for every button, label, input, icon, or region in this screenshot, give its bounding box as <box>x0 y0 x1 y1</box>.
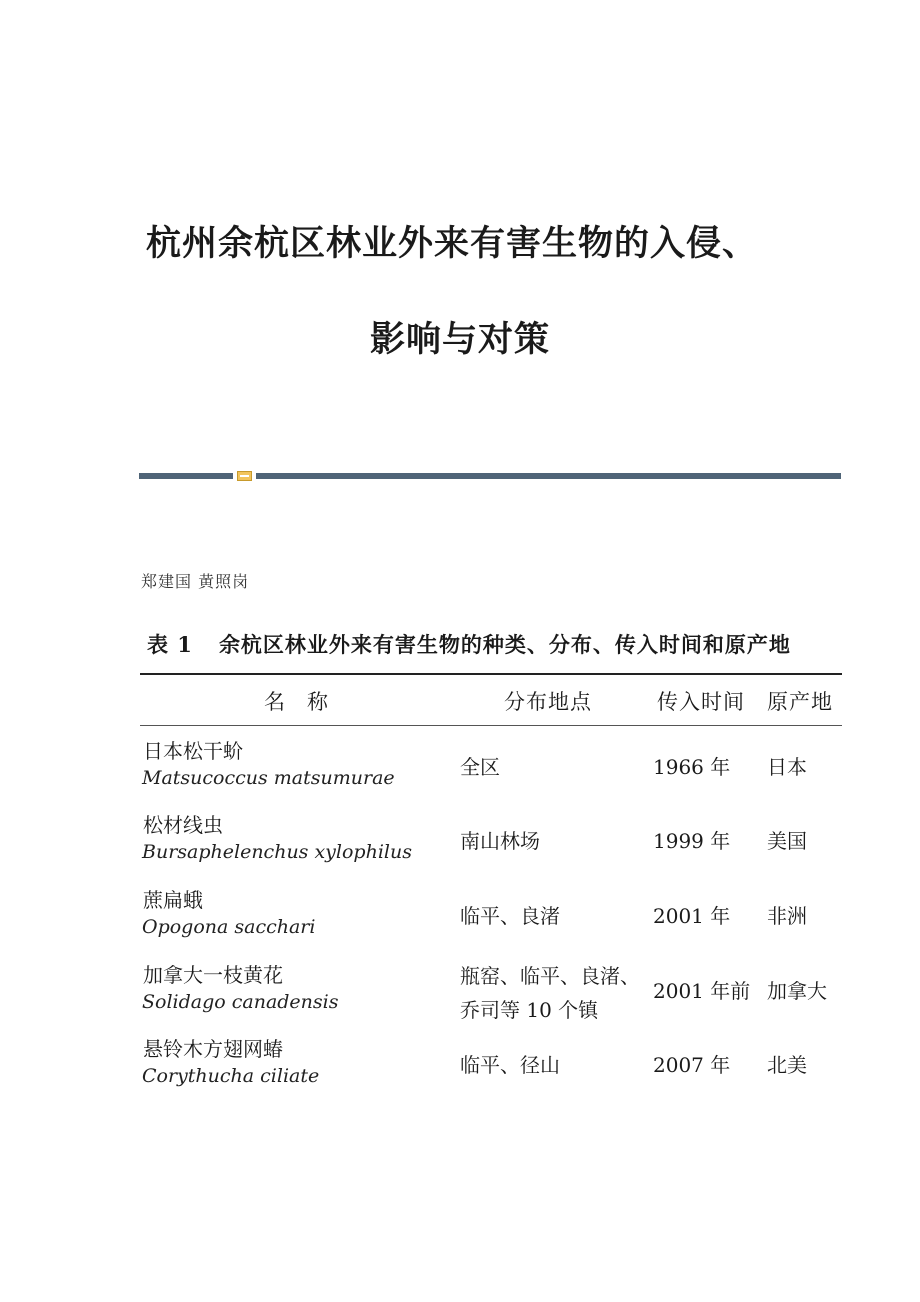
species-latin-name: Corythucha ciliate <box>142 1065 320 1087</box>
species-chinese-name: 松材线虫 <box>143 813 223 837</box>
origin-cell: 美国 <box>767 829 807 853</box>
header-name: 名称 <box>264 690 350 714</box>
header-origin: 原产地 <box>767 690 833 714</box>
divider-ornament-icon <box>237 471 252 481</box>
time-cell: 1999 年 <box>653 829 731 853</box>
table-caption <box>147 629 847 659</box>
distribution-line: 乔司等 10 个镇 <box>460 998 599 1022</box>
table-row <box>0 1033 920 1107</box>
origin-cell: 北美 <box>767 1053 807 1077</box>
document-title-line-1: 杭州余杭区林业外来有害生物的入侵、 <box>145 223 758 264</box>
species-latin-name: Solidago canadensis <box>142 991 339 1013</box>
divider-left-segment <box>139 473 233 479</box>
species-chinese-name: 加拿大一枝黄花 <box>143 963 283 987</box>
distribution-line: 瓶窑、临平、良渚、 <box>460 964 640 988</box>
species-latin-name: Bursaphelenchus xylophilus <box>142 841 412 863</box>
species-chinese-name: 悬铃木方翅网蝽 <box>143 1037 283 1061</box>
table-top-rule <box>140 673 842 675</box>
header-time: 传入时间 <box>657 690 745 714</box>
table-label: 表 1 <box>147 632 193 657</box>
distribution-cell: 南山林场 <box>460 829 540 853</box>
time-cell: 2001 年 <box>653 904 731 928</box>
title-divider <box>139 471 841 481</box>
species-latin-name: Opogona sacchari <box>142 916 316 938</box>
species-latin-name: Matsucoccus matsumurae <box>142 767 395 789</box>
distribution-cell: 全区 <box>460 755 500 779</box>
time-cell: 2001 年前 <box>653 979 751 1003</box>
time-cell: 1966 年 <box>653 755 731 779</box>
distribution-cell <box>460 959 640 1027</box>
origin-cell: 日本 <box>767 755 807 779</box>
origin-cell: 加拿大 <box>767 979 827 1003</box>
authors: 郑建国 黄照岗 <box>141 572 250 591</box>
table-caption-text: 余杭区林业外来有害生物的种类、分布、传入时间和原产地 <box>218 632 791 657</box>
header-distribution: 分布地点 <box>504 690 592 714</box>
species-chinese-name: 蔗扁蛾 <box>143 888 203 912</box>
table-row <box>0 884 920 958</box>
time-cell: 2007 年 <box>653 1053 731 1077</box>
origin-cell: 非洲 <box>767 904 807 928</box>
table-row <box>0 735 920 809</box>
distribution-cell: 临平、良渚 <box>460 904 560 928</box>
table-row <box>0 959 920 1033</box>
divider-right-segment <box>256 473 841 479</box>
table-row <box>0 809 920 883</box>
distribution-cell: 临平、径山 <box>460 1053 560 1077</box>
document-title-line-2: 影响与对策 <box>369 319 550 360</box>
species-chinese-name: 日本松干蚧 <box>143 739 243 763</box>
table-header-rule <box>140 725 842 726</box>
